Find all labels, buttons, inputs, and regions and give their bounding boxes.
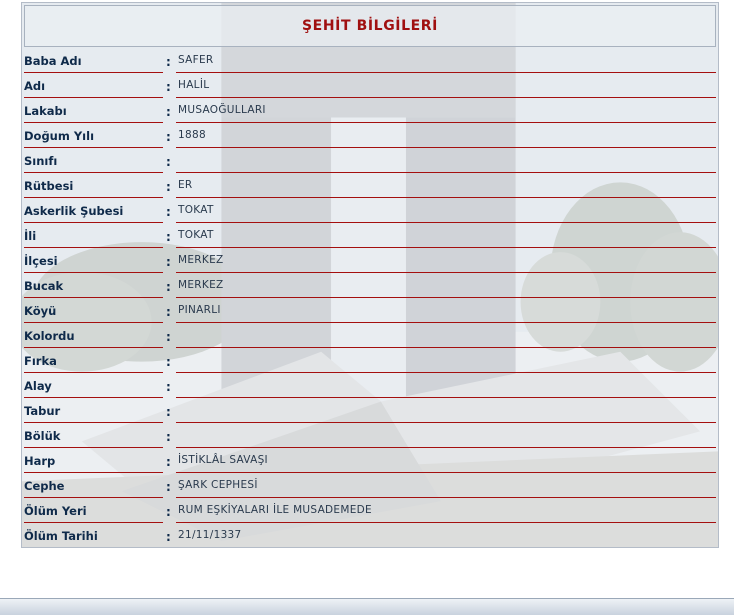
row-value: PINARLI	[176, 299, 716, 323]
row-separator: :	[166, 280, 171, 294]
row-value: TOKAT	[176, 224, 716, 248]
row-value	[176, 149, 716, 173]
row-separator: :	[166, 105, 171, 119]
row-label: İlçesi	[24, 249, 163, 273]
info-row-lakabi	[22, 99, 718, 124]
row-value: İSTİKLÂL SAVAŞI	[176, 449, 716, 473]
row-label: Sınıfı	[24, 149, 163, 173]
row-label: Askerlik Şubesi	[24, 199, 163, 223]
info-row-olum-yeri	[22, 499, 718, 524]
row-separator: :	[166, 130, 171, 144]
info-row-ilcesi	[22, 249, 718, 274]
row-separator: :	[166, 455, 171, 469]
row-label: Baba Adı	[24, 49, 163, 73]
row-value: SAFER	[176, 49, 716, 73]
row-separator: :	[166, 380, 171, 394]
row-label: Cephe	[24, 474, 163, 498]
row-value: MERKEZ	[176, 274, 716, 298]
row-separator: :	[166, 480, 171, 494]
info-row-sinifi	[22, 149, 718, 174]
row-separator: :	[166, 505, 171, 519]
row-value	[176, 399, 716, 423]
row-label: Adı	[24, 74, 163, 98]
row-value: ER	[176, 174, 716, 198]
row-label: Bucak	[24, 274, 163, 298]
row-value: MUSAOĞULLARI	[176, 99, 716, 123]
row-separator: :	[166, 80, 171, 94]
page-title: ŞEHİT BİLGİLERİ	[24, 5, 716, 47]
row-label: Kolordu	[24, 324, 163, 348]
row-label: Tabur	[24, 399, 163, 423]
row-label: Ölüm Yeri	[24, 499, 163, 523]
row-label: Lakabı	[24, 99, 163, 123]
row-separator: :	[166, 155, 171, 169]
info-row-tabur	[22, 399, 718, 424]
info-row-dogum-yili	[22, 124, 718, 149]
row-separator: :	[166, 405, 171, 419]
row-value: HALİL	[176, 74, 716, 98]
row-value: 21/11/1337	[178, 529, 242, 541]
row-separator: :	[166, 530, 171, 544]
info-row-olum-tarihi	[22, 524, 718, 548]
info-row-koyu	[22, 299, 718, 324]
row-value: MERKEZ	[176, 249, 716, 273]
info-row-alay	[22, 374, 718, 399]
row-separator: :	[166, 205, 171, 219]
row-separator: :	[166, 430, 171, 444]
info-row-boluk	[22, 424, 718, 449]
row-value	[176, 324, 716, 348]
row-value: TOKAT	[176, 199, 716, 223]
info-row-rutbesi	[22, 174, 718, 199]
row-separator: :	[166, 255, 171, 269]
row-value	[176, 424, 716, 448]
row-value: 1888	[176, 124, 716, 148]
row-label: Alay	[24, 374, 163, 398]
row-separator: :	[166, 230, 171, 244]
row-label: Bölük	[24, 424, 163, 448]
info-row-firka	[22, 349, 718, 374]
row-separator: :	[166, 180, 171, 194]
info-row-bucak	[22, 274, 718, 299]
martyr-info-panel	[21, 2, 719, 548]
info-row-cephe	[22, 474, 718, 499]
row-value: ŞARK CEPHESİ	[176, 474, 716, 498]
info-row-kolordu	[22, 324, 718, 349]
row-value	[176, 349, 716, 373]
row-value: RUM EŞKİYALARI İLE MUSADEMEDE	[176, 499, 716, 523]
info-row-harp	[22, 449, 718, 474]
row-label: Harp	[24, 449, 163, 473]
row-separator: :	[166, 305, 171, 319]
row-value	[176, 374, 716, 398]
window-bottom-bar	[0, 598, 734, 615]
row-label: Doğum Yılı	[24, 124, 163, 148]
info-row-ili	[22, 224, 718, 249]
row-separator: :	[166, 355, 171, 369]
row-separator: :	[166, 55, 171, 69]
info-row-adi	[22, 74, 718, 99]
row-label: Ölüm Tarihi	[24, 524, 163, 548]
info-row-askerlik-subesi	[22, 199, 718, 224]
info-row-baba-adi	[22, 49, 718, 74]
row-label: Fırka	[24, 349, 163, 373]
row-label: Köyü	[24, 299, 163, 323]
row-label: İli	[24, 224, 163, 248]
row-label: Rütbesi	[24, 174, 163, 198]
row-separator: :	[166, 330, 171, 344]
